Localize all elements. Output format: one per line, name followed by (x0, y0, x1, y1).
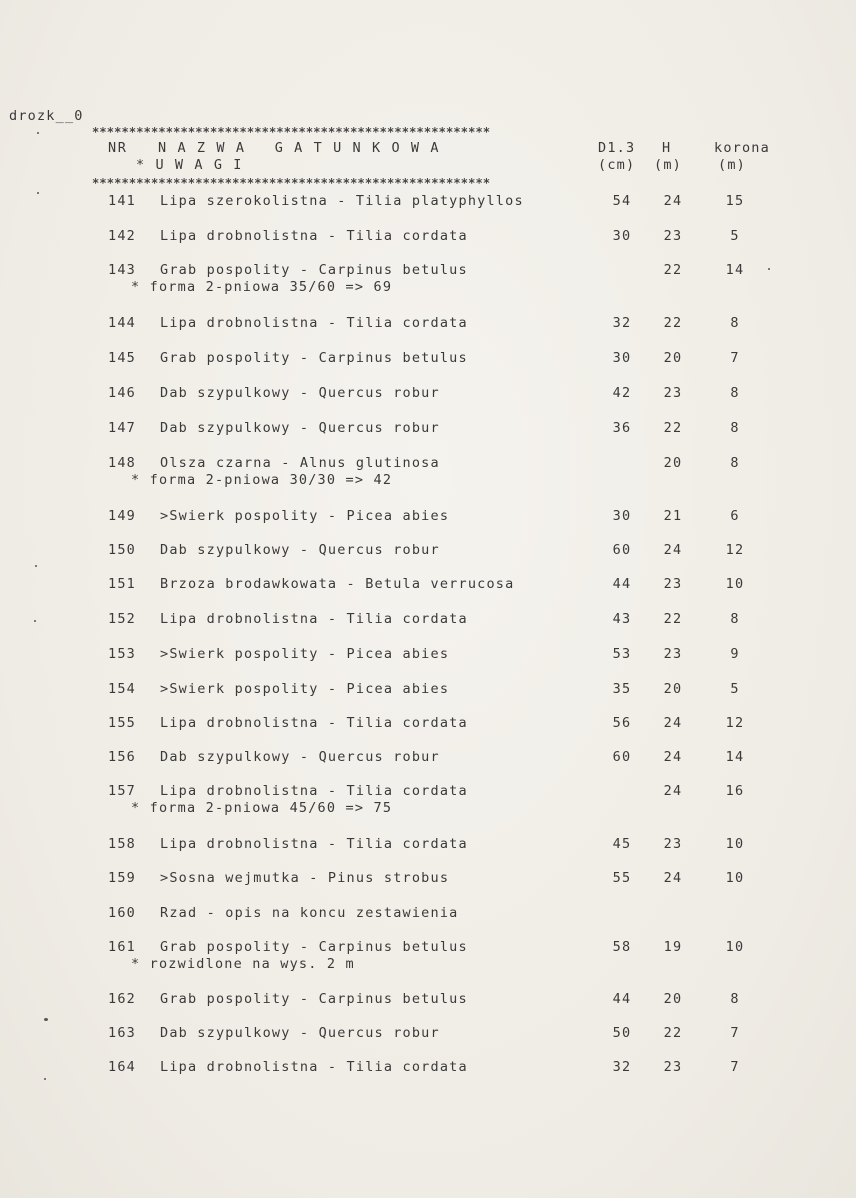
row-nr: 155 (108, 715, 136, 731)
row-crown: 8 (730, 455, 740, 471)
stars-separator-top: ****************************************************** (92, 125, 491, 139)
row-species-name: Rzad - opis na koncu zestawienia (160, 905, 459, 921)
row-crown: 10 (725, 576, 745, 592)
row-nr: 162 (108, 991, 136, 1007)
row-diameter: 30 (612, 508, 632, 524)
row-remark: * forma 2-pniowa 30/30 => 42 (131, 472, 393, 488)
table-row (0, 715, 856, 749)
row-species-name: >Swierk pospolity - Picea abies (160, 508, 450, 524)
row-diameter: 60 (612, 542, 632, 558)
row-height: 21 (663, 508, 683, 524)
table-row (0, 939, 856, 973)
table-row (0, 611, 856, 645)
table-row (0, 1059, 856, 1093)
table-row (0, 1025, 856, 1059)
row-species-name: Lipa drobnolistna - Tilia cordata (160, 1059, 468, 1075)
row-crown: 9 (730, 646, 740, 662)
row-species-name: Grab pospolity - Carpinus betulus (160, 262, 468, 278)
row-height: 24 (663, 749, 683, 765)
row-height: 24 (663, 715, 683, 731)
row-crown: 7 (730, 1059, 740, 1075)
stars-separator-bottom: ****************************************************** (92, 176, 491, 190)
row-nr: 144 (108, 315, 136, 331)
row-nr: 146 (108, 385, 136, 401)
row-nr: 149 (108, 508, 136, 524)
row-height: 22 (663, 611, 683, 627)
row-diameter: 44 (612, 576, 632, 592)
row-diameter: 42 (612, 385, 632, 401)
table-row (0, 870, 856, 904)
file-label: drozk__0 (9, 108, 84, 124)
table-row (0, 991, 856, 1025)
scan-speck (35, 565, 37, 567)
row-nr: 150 (108, 542, 136, 558)
row-remark: * forma 2-pniowa 35/60 => 69 (131, 279, 393, 295)
scan-speck (768, 268, 770, 270)
scan-speck (37, 192, 39, 194)
header-nr: NR (108, 140, 128, 156)
row-crown: 8 (730, 315, 740, 331)
row-crown: 8 (730, 385, 740, 401)
row-remark: * rozwidlone na wys. 2 m (131, 956, 355, 972)
row-crown: 14 (725, 262, 745, 278)
row-crown: 10 (725, 836, 745, 852)
row-diameter: 30 (612, 350, 632, 366)
row-diameter: 53 (612, 646, 632, 662)
row-nr: 153 (108, 646, 136, 662)
row-height: 22 (663, 315, 683, 331)
table-row (0, 228, 856, 262)
row-species-name: Lipa drobnolistna - Tilia cordata (160, 611, 468, 627)
scan-speck (44, 1018, 48, 1021)
row-species-name: Lipa szerokolistna - Tilia platyphyllos (160, 193, 524, 209)
row-diameter: 58 (612, 939, 632, 955)
row-species-name: Olsza czarna - Alnus glutinosa (160, 455, 440, 471)
scan-speck (37, 132, 39, 134)
row-crown: 12 (725, 542, 745, 558)
table-row (0, 783, 856, 817)
row-species-name: Lipa drobnolistna - Tilia cordata (160, 228, 468, 244)
row-height: 24 (663, 783, 683, 799)
row-crown: 5 (730, 681, 740, 697)
row-species-name: Dab szypulkowy - Quercus robur (160, 1025, 440, 1041)
row-nr: 161 (108, 939, 136, 955)
row-diameter: 30 (612, 228, 632, 244)
row-species-name: Lipa drobnolistna - Tilia cordata (160, 836, 468, 852)
table-row (0, 193, 856, 227)
row-nr: 163 (108, 1025, 136, 1041)
row-species-name: Lipa drobnolistna - Tilia cordata (160, 315, 468, 331)
row-crown: 5 (730, 228, 740, 244)
row-species-name: Grab pospolity - Carpinus betulus (160, 939, 468, 955)
row-nr: 147 (108, 420, 136, 436)
header-d-label: D1.3 (598, 140, 636, 156)
row-crown: 8 (730, 420, 740, 436)
row-nr: 159 (108, 870, 136, 886)
row-height: 23 (663, 646, 683, 662)
row-species-name: Dab szypulkowy - Quercus robur (160, 542, 440, 558)
row-height: 23 (663, 385, 683, 401)
row-species-name: >Sosna wejmutka - Pinus strobus (160, 870, 450, 886)
row-diameter: 36 (612, 420, 632, 436)
row-species-name: Dab szypulkowy - Quercus robur (160, 420, 440, 436)
row-diameter: 43 (612, 611, 632, 627)
row-height: 20 (663, 455, 683, 471)
row-nr: 142 (108, 228, 136, 244)
row-nr: 154 (108, 681, 136, 697)
row-height: 20 (663, 350, 683, 366)
row-crown: 7 (730, 1025, 740, 1041)
row-nr: 158 (108, 836, 136, 852)
row-height: 22 (663, 1025, 683, 1041)
row-height: 23 (663, 228, 683, 244)
row-diameter: 54 (612, 193, 632, 209)
row-diameter: 50 (612, 1025, 632, 1041)
row-diameter: 60 (612, 749, 632, 765)
row-height: 24 (663, 870, 683, 886)
row-nr: 157 (108, 783, 136, 799)
header-k-unit: (m) (718, 157, 746, 173)
row-crown: 15 (725, 193, 745, 209)
row-crown: 10 (725, 870, 745, 886)
row-diameter: 32 (612, 315, 632, 331)
table-row (0, 350, 856, 384)
row-species-name: Dab szypulkowy - Quercus robur (160, 749, 440, 765)
header-remarks: * U W A G I (136, 157, 244, 173)
row-nr: 148 (108, 455, 136, 471)
row-height: 19 (663, 939, 683, 955)
row-species-name: Grab pospolity - Carpinus betulus (160, 991, 468, 1007)
table-row (0, 315, 856, 349)
row-height: 22 (663, 420, 683, 436)
row-crown: 8 (730, 991, 740, 1007)
row-remark: * forma 2-pniowa 45/60 => 75 (131, 800, 393, 816)
row-crown: 14 (725, 749, 745, 765)
row-crown: 6 (730, 508, 740, 524)
row-diameter: 55 (612, 870, 632, 886)
table-row (0, 576, 856, 610)
row-nr: 151 (108, 576, 136, 592)
table-row (0, 542, 856, 576)
row-species-name: Lipa drobnolistna - Tilia cordata (160, 783, 468, 799)
row-height: 23 (663, 1059, 683, 1075)
table-row (0, 455, 856, 489)
row-height: 20 (663, 681, 683, 697)
header-k-label: korona (714, 140, 770, 156)
row-species-name: >Swierk pospolity - Picea abies (160, 646, 450, 662)
table-row (0, 385, 856, 419)
table-row (0, 262, 856, 296)
table-row (0, 836, 856, 870)
row-diameter: 35 (612, 681, 632, 697)
table-row (0, 681, 856, 715)
row-height: 24 (663, 193, 683, 209)
scan-speck (34, 620, 36, 622)
row-nr: 141 (108, 193, 136, 209)
row-nr: 145 (108, 350, 136, 366)
row-nr: 152 (108, 611, 136, 627)
table-row (0, 905, 856, 939)
row-diameter: 32 (612, 1059, 632, 1075)
row-diameter: 44 (612, 991, 632, 1007)
row-diameter: 56 (612, 715, 632, 731)
row-height: 22 (663, 262, 683, 278)
row-crown: 16 (725, 783, 745, 799)
row-crown: 8 (730, 611, 740, 627)
row-height: 23 (663, 836, 683, 852)
row-species-name: Brzoza brodawkowata - Betula verrucosa (160, 576, 515, 592)
header-h-unit: (m) (654, 157, 682, 173)
scan-speck (44, 1078, 46, 1080)
header-d-unit: (cm) (598, 157, 636, 173)
row-crown: 10 (725, 939, 745, 955)
row-nr: 156 (108, 749, 136, 765)
row-crown: 7 (730, 350, 740, 366)
row-diameter: 45 (612, 836, 632, 852)
row-nr: 160 (108, 905, 136, 921)
row-nr: 164 (108, 1059, 136, 1075)
row-species-name: Grab pospolity - Carpinus betulus (160, 350, 468, 366)
row-species-name: Dab szypulkowy - Quercus robur (160, 385, 440, 401)
row-height: 23 (663, 576, 683, 592)
table-row (0, 646, 856, 680)
row-species-name: Lipa drobnolistna - Tilia cordata (160, 715, 468, 731)
header-h-label: H (662, 140, 672, 156)
row-crown: 12 (725, 715, 745, 731)
table-row (0, 420, 856, 454)
row-species-name: >Swierk pospolity - Picea abies (160, 681, 450, 697)
row-height: 24 (663, 542, 683, 558)
table-row (0, 508, 856, 542)
row-height: 20 (663, 991, 683, 1007)
table-row (0, 749, 856, 783)
row-nr: 143 (108, 262, 136, 278)
header-name: N A Z W A G A T U N K O W A (158, 140, 441, 156)
